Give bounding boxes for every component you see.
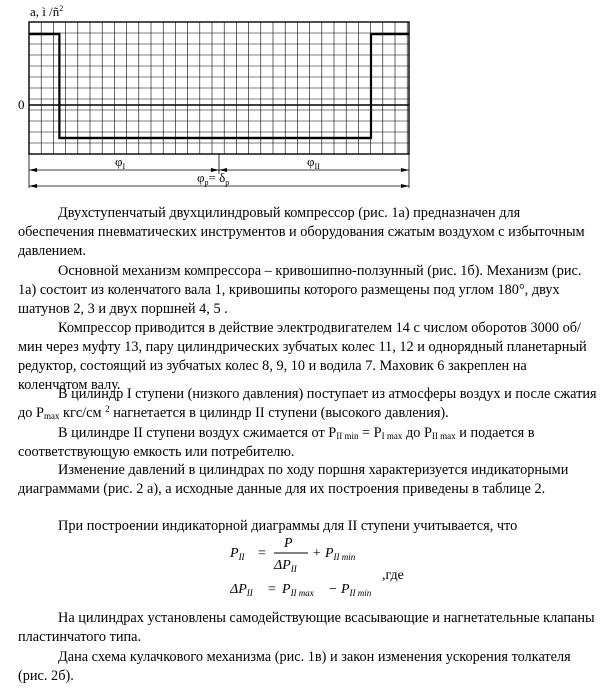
phase-label-II: $\varphi_{II}$ [307,154,320,171]
phase-label-I: $\varphi_I$ [115,154,126,171]
paragraph-5: В цилиндре II ступени воздух сжимается от $P_{II min} = P_{I max}$ до $P_{II max}$ и подается в соответствующую емкость или потребителю. [18,425,535,460]
formula-rhs-2b: − $P_{II min}$ [328,582,372,598]
paragraph-2: Основной механизм компрессора – кривошипно-ползунный (рис. 1б). Механизм (рис. 1а) состоит из коленчатого вала 1, кривошипы которого размещены под углом 180°, двух шатунов 2, 3 и двух поршней 4, 5 . [18,263,582,317]
formula-plus-term: + $P_{II min}$ [312,546,356,562]
acceleration-line [29,34,409,138]
paragraph-9: Дана схема кулачкового механизма (рис. 1в) и закон изменения ускорения толкателя (рис. 2б). [18,649,571,684]
paragraph-6: Изменение давлений в цилиндрах по ходу поршня характеризуется индикаторными диаграммами (рис. 2 а), а исходные данные для их построения приведены в таблице 2. [18,462,569,497]
formula-denominator: $\Delta P_{II}$ [274,558,297,574]
paragraph-3: Компрессор приводится в действие электродвигателем 14 с числом оборотов 3000 об/мин через муфту 13, пару цилиндрических зубчатых колес 11, 12 и однорядный планетарный редуктор, состоящий из зубчатых колес 8, 9, 10 и водила 7. Маховик 6 закреплен на коленчатом валу. [18,320,587,393]
formula-eq-1: = [258,546,266,561]
formula-lhs-2: $\Delta P_{II}$ [230,582,253,598]
paragraph-7: При построении индикаторной диаграммы для II ступени учитывается, что [58,518,518,534]
paragraph-4: В цилиндр I ступени (низкого давления) поступает из атмосферы воздух и после сжатия до $P_{max}$ кгс/см $^2$ нагнетается в цилиндр II ступени (высокого давления). [18,386,597,421]
y-axis-label: a, ì $/ñ^2$ [30,4,64,19]
chart-series-acceleration [29,34,409,138]
chart-grid [29,22,409,154]
paragraph-8: На цилиндрах установлены самодействующие всасывающие и нагнетательные клапаны пластинчатого типа. [18,610,595,645]
pressure-formula [230,527,430,607]
formula-lhs-1: $P_{II}$ [230,546,245,562]
formula-numerator: P [284,536,293,551]
formula-eq-2: = [268,582,276,597]
formula-gde: ,где [382,568,404,583]
acceleration-diagram [0,0,611,195]
formula-rhs-2a: $P_{II max}$ [282,582,314,598]
zero-label: 0 [18,97,25,112]
paragraph-1: Двухступенчатый двухцилиндровый компрессор (рис. 1а) предназначен для обеспечения пневматических инструментов и оборудования сжатым воздухом с избыточным давлением. [18,205,585,259]
total-phase-label: $\varphi_р= \delta_р$ [197,170,230,187]
